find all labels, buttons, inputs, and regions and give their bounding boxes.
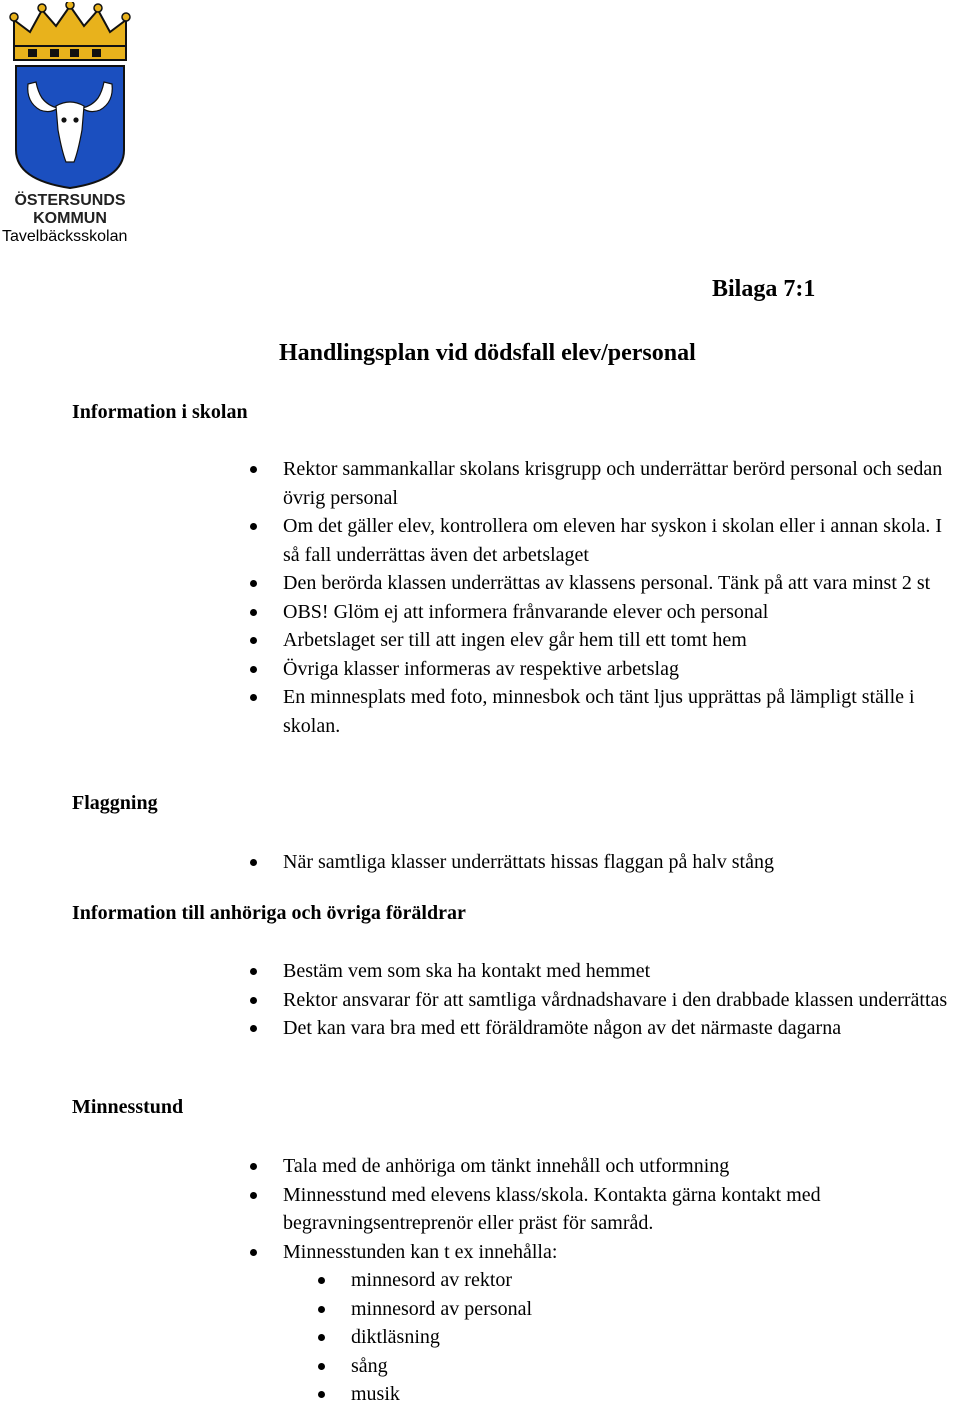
list-item: Minnesstunden kan t ex innehålla:	[250, 1238, 960, 1267]
list-item: Rektor sammankallar skolans krisgrupp och underrättar berörd personal och sedan övrig personal	[250, 455, 960, 512]
shield-icon	[16, 66, 124, 188]
list-anhoriga	[250, 957, 960, 1043]
list-item: När samtliga klasser underrättats hissas flaggan på halv stång	[250, 848, 960, 877]
list-information-i-skolan	[250, 455, 960, 740]
sublist-minnesstund-innehall	[318, 1266, 878, 1409]
list-flaggning	[250, 848, 960, 877]
list-item: OBS! Glöm ej att informera frånvarande elever och personal	[250, 598, 960, 627]
section-heading-anhoriga: Information till anhöriga och övriga föräldrar	[72, 902, 466, 924]
list-item: Om det gäller elev, kontrollera om eleven har syskon i skolan eller i annan skola. I så fall underrättas även det arbetslaget	[250, 512, 960, 569]
list-minnesstund	[250, 1152, 960, 1266]
school-name: Tavelbäcksskolan	[2, 228, 128, 245]
section-heading-minnesstund: Minnesstund	[72, 1096, 184, 1118]
list-item: Bestäm vem som ska ha kontakt med hemmet	[250, 957, 960, 986]
sub-list-item: minnesord av personal	[318, 1295, 878, 1324]
sub-list-item: sång	[318, 1352, 878, 1381]
kommun-logo	[8, 2, 132, 228]
sub-list-item: diktläsning	[318, 1323, 878, 1352]
sub-list-item: musik	[318, 1380, 878, 1409]
section-heading-information-i-skolan: Information i skolan	[72, 401, 248, 423]
list-item: En minnesplats med foto, minnesbok och tänt ljus upprättas på lämpligt ställe i skolan.	[250, 683, 960, 740]
list-item: Arbetslaget ser till att ingen elev går hem till ett tomt hem	[250, 626, 960, 655]
section-heading-flaggning: Flaggning	[72, 792, 158, 814]
attachment-label: Bilaga 7:1	[712, 276, 816, 302]
page-title: Handlingsplan vid dödsfall elev/personal	[279, 340, 696, 366]
svg-text:KOMMUN: KOMMUN	[33, 210, 107, 227]
crown-icon	[10, 2, 130, 60]
list-item: Tala med de anhöriga om tänkt innehåll och utformning	[250, 1152, 960, 1181]
list-item: Övriga klasser informeras av respektive arbetslag	[250, 655, 960, 684]
sub-list-item: minnesord av rektor	[318, 1266, 878, 1295]
list-item: Det kan vara bra med ett föräldramöte någon av det närmaste dagarna	[250, 1014, 960, 1043]
list-item: Rektor ansvarar för att samtliga vårdnadshavare i den drabbade klassen underrättas	[250, 986, 960, 1015]
list-item: Minnesstund med elevens klass/skola. Kontakta gärna kontakt med begravningsentreprenör eller präst för samråd.	[250, 1181, 960, 1238]
svg-text:ÖSTERSUNDS: ÖSTERSUNDS	[14, 192, 126, 209]
list-item: Den berörda klassen underrättas av klassens personal. Tänk på att vara minst 2 st	[250, 569, 960, 598]
